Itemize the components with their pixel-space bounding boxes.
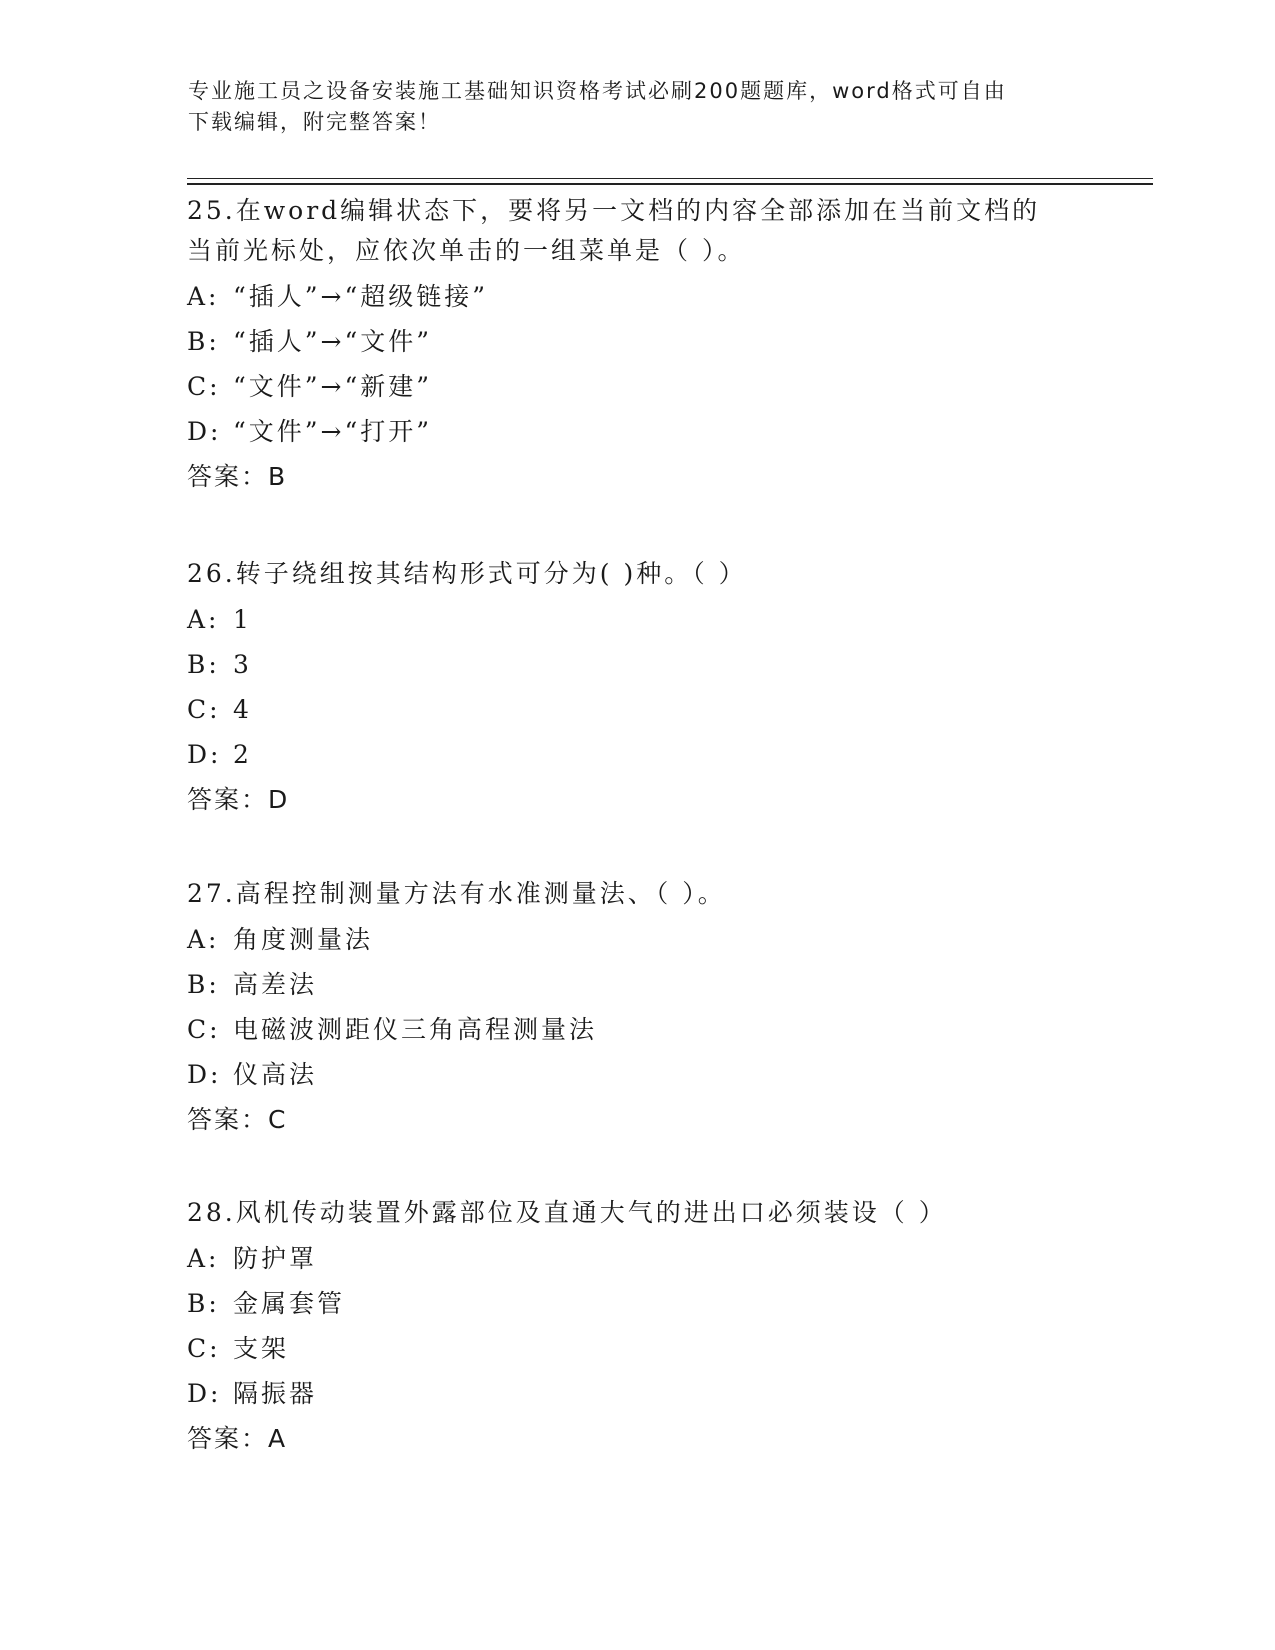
question-text-line: 27.高程控制测量方法有水准测量法、（ ）。 (187, 879, 726, 908)
question-block (187, 554, 1087, 822)
option-text: 高差法 (233, 970, 318, 999)
option-text: 仪高法 (233, 1060, 318, 1089)
option-text: 金属套管 (233, 1289, 346, 1318)
answer-line: 答案：C (187, 1105, 288, 1134)
option-text: “文件”→“打开” (233, 417, 433, 446)
option-a (187, 597, 1087, 642)
option-letter: D: (187, 740, 222, 769)
option-text: 角度测量法 (233, 925, 374, 954)
option-text: “文件”→“新建” (233, 372, 433, 401)
option-c (187, 1326, 1087, 1371)
option-d (187, 732, 1087, 777)
question-text-line: 25.在word编辑状态下，要将另一文档的内容全部添加在当前文档的 (187, 196, 1041, 225)
option-letter: B: (187, 970, 220, 999)
option-text: 隔振器 (233, 1379, 318, 1408)
header-line-2: 下载编辑，附完整答案！ (188, 110, 441, 134)
option-a (187, 274, 1087, 319)
option-c (187, 1007, 1087, 1052)
option-d (187, 1052, 1087, 1097)
option-b (187, 642, 1087, 687)
question-text-line: 当前光标处，应依次单击的一组菜单是（ ）。 (187, 236, 746, 265)
option-letter: C: (187, 695, 221, 724)
answer-line: 答案：B (187, 462, 288, 491)
option-text: 3 (233, 650, 252, 679)
header-divider-thin (187, 178, 1153, 179)
option-b (187, 1281, 1087, 1326)
question-block (187, 1193, 1087, 1461)
option-letter: C: (187, 1334, 221, 1363)
option-d (187, 409, 1087, 454)
option-a (187, 917, 1087, 962)
option-c (187, 687, 1087, 732)
answer-line: 答案：A (187, 1424, 288, 1453)
question-block (187, 191, 1087, 499)
document-header (188, 76, 1088, 138)
option-letter: A: (187, 282, 220, 311)
option-letter: C: (187, 372, 221, 401)
question-text-line: 26.转子绕组按其结构形式可分为( )种。（ ） (187, 559, 747, 588)
option-letter: D: (187, 1060, 222, 1089)
header-divider-thick (187, 183, 1153, 185)
option-letter: B: (187, 650, 220, 679)
option-b (187, 319, 1087, 364)
option-letter: D: (187, 417, 222, 446)
option-text: “插人”→“超级链接” (233, 282, 489, 311)
option-text: 防护罩 (233, 1244, 318, 1273)
option-text: 支架 (233, 1334, 290, 1363)
option-text: 4 (233, 695, 252, 724)
answer-line: 答案：D (187, 785, 290, 814)
header-line-1: 专业施工员之设备安装施工基础知识资格考试必刷200题题库，word格式可自由 (188, 79, 1007, 103)
option-text: 电磁波测距仪三角高程测量法 (233, 1015, 598, 1044)
option-letter: A: (187, 925, 220, 954)
option-d (187, 1371, 1087, 1416)
option-text: 2 (233, 740, 252, 769)
option-letter: B: (187, 327, 220, 356)
question-block (187, 874, 1087, 1142)
question-text-line: 28.风机传动装置外露部位及直通大气的进出口必须装设（ ） (187, 1198, 947, 1227)
option-letter: D: (187, 1379, 222, 1408)
option-b (187, 962, 1087, 1007)
option-text: 1 (233, 605, 252, 634)
option-letter: C: (187, 1015, 221, 1044)
option-letter: A: (187, 605, 220, 634)
option-letter: B: (187, 1289, 220, 1318)
option-c (187, 364, 1087, 409)
option-text: “插人”→“文件” (233, 327, 433, 356)
option-a (187, 1236, 1087, 1281)
option-letter: A: (187, 1244, 220, 1273)
